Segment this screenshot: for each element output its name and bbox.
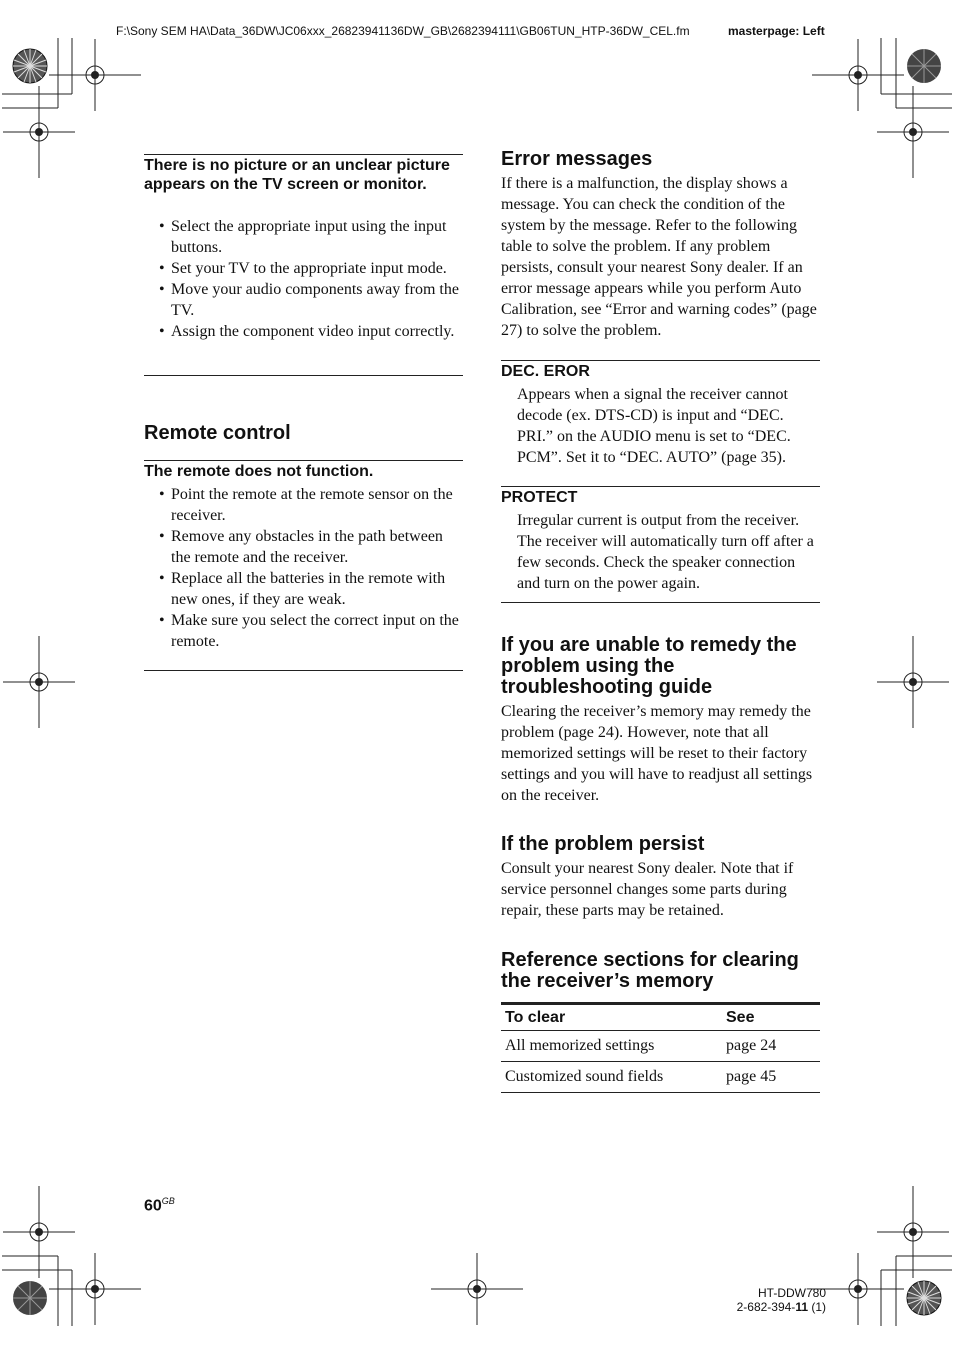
divider xyxy=(501,360,820,361)
document-code xyxy=(700,1300,826,1314)
protect-label: PROTECT xyxy=(501,489,578,506)
reference-sections-title: Reference sections for clearing the receiver’s memory xyxy=(501,949,799,992)
divider xyxy=(144,154,463,155)
table-cell: page 45 xyxy=(722,1062,820,1093)
table-cell: All memorized settings xyxy=(501,1031,722,1062)
remote-problem-heading: The remote does not function. xyxy=(144,463,374,480)
divider xyxy=(501,602,820,603)
list-item: • Set your TV to the appropriate input mode. xyxy=(144,258,466,279)
page-number-suffix: GB xyxy=(161,1196,175,1206)
list-item: • Select the appropriate input using the input buttons. xyxy=(144,216,466,258)
unable-to-remedy-text: Clearing the receiver’s memory may remedy the problem (page 24). However, note that all memorized settings will be reset to their factory settings and you will have to readjust all settings on the receiver. xyxy=(501,703,813,804)
problem-persist-text: Consult your nearest Sony dealer. Note that if service personnel changes some parts during repair, these parts may be retained. xyxy=(501,860,794,919)
column-header-to-clear: To clear xyxy=(501,1005,722,1031)
divider xyxy=(144,460,463,461)
memory-reference-table xyxy=(501,1005,820,1093)
footer xyxy=(700,1286,826,1314)
list-item: • Move your audio components away from the TV. xyxy=(144,279,466,321)
list-item: • Remove any obstacles in the path between the remote and the receiver. xyxy=(144,526,466,568)
unable-to-remedy-title: If you are unable to remedy the problem using the troubleshooting guide xyxy=(501,634,797,698)
list-item: • Assign the component video input correctly. xyxy=(144,321,466,342)
error-messages-text: If there is a malfunction, the display shows a message. You can check the condition of the system by the message. Refer to the following table to solve the problem. If any problem persists, consult your nearest Sony dealer. If an error message appears while you perform Auto Calibration, see “Error and warning codes” (page 27) to solve the problem. xyxy=(501,175,817,339)
problem-persist-title: If the problem persist xyxy=(501,833,705,855)
page-number xyxy=(144,1196,175,1215)
document-code-suffix: (1) xyxy=(808,1300,826,1314)
divider xyxy=(144,670,463,671)
remote-control-title: Remote control xyxy=(144,422,291,444)
table-cell: page 24 xyxy=(722,1031,820,1062)
divider xyxy=(501,486,820,487)
page-number-value: 60 xyxy=(144,1197,162,1215)
table-row xyxy=(501,1062,820,1093)
document-code-revision: 11 xyxy=(795,1300,808,1314)
list-item: • Replace all the batteries in the remote with new ones, if they are weak. xyxy=(144,568,466,610)
protect-text: Irregular current is output from the receiver. The receiver will automatically turn off after a few seconds. Check the speaker connection and turn on the power again. xyxy=(517,512,814,592)
error-messages-title: Error messages xyxy=(501,148,653,170)
file-path: F:\Sony SEM HA\Data_36DW\JC06xxx_26823941136DW_GB\2682394111\GB06TUN_HTP-36DW_CEL.fm xyxy=(116,24,690,38)
table-cell: Customized sound fields xyxy=(501,1062,722,1093)
dec-error-text: Appears when a signal the receiver cannot decode (ex. DTS-CD) is input and “DEC. PRI.” on the AUDIO menu is set to “DEC. PCM”. Set it to “DEC. AUTO” (page 35). xyxy=(517,386,791,466)
column-header-see: See xyxy=(722,1005,820,1031)
document-code-prefix: 2-682-394- xyxy=(736,1300,796,1314)
table-row xyxy=(501,1031,820,1062)
dec-error-label: DEC. EROR xyxy=(501,363,590,380)
divider xyxy=(144,375,463,376)
list-item: • Make sure you select the correct input on the remote. xyxy=(144,610,466,652)
picture-problem-heading: There is no picture or an unclear picture appears on the TV screen or monitor. xyxy=(144,157,450,193)
remote-solution-list xyxy=(144,484,466,652)
masterpage-label: masterpage: Left xyxy=(728,24,825,38)
table-header-row xyxy=(501,1005,820,1031)
picture-solution-list xyxy=(144,216,466,342)
model-number: HT-DDW780 xyxy=(757,1286,826,1300)
list-item: • Point the remote at the remote sensor on the receiver. xyxy=(144,484,466,526)
